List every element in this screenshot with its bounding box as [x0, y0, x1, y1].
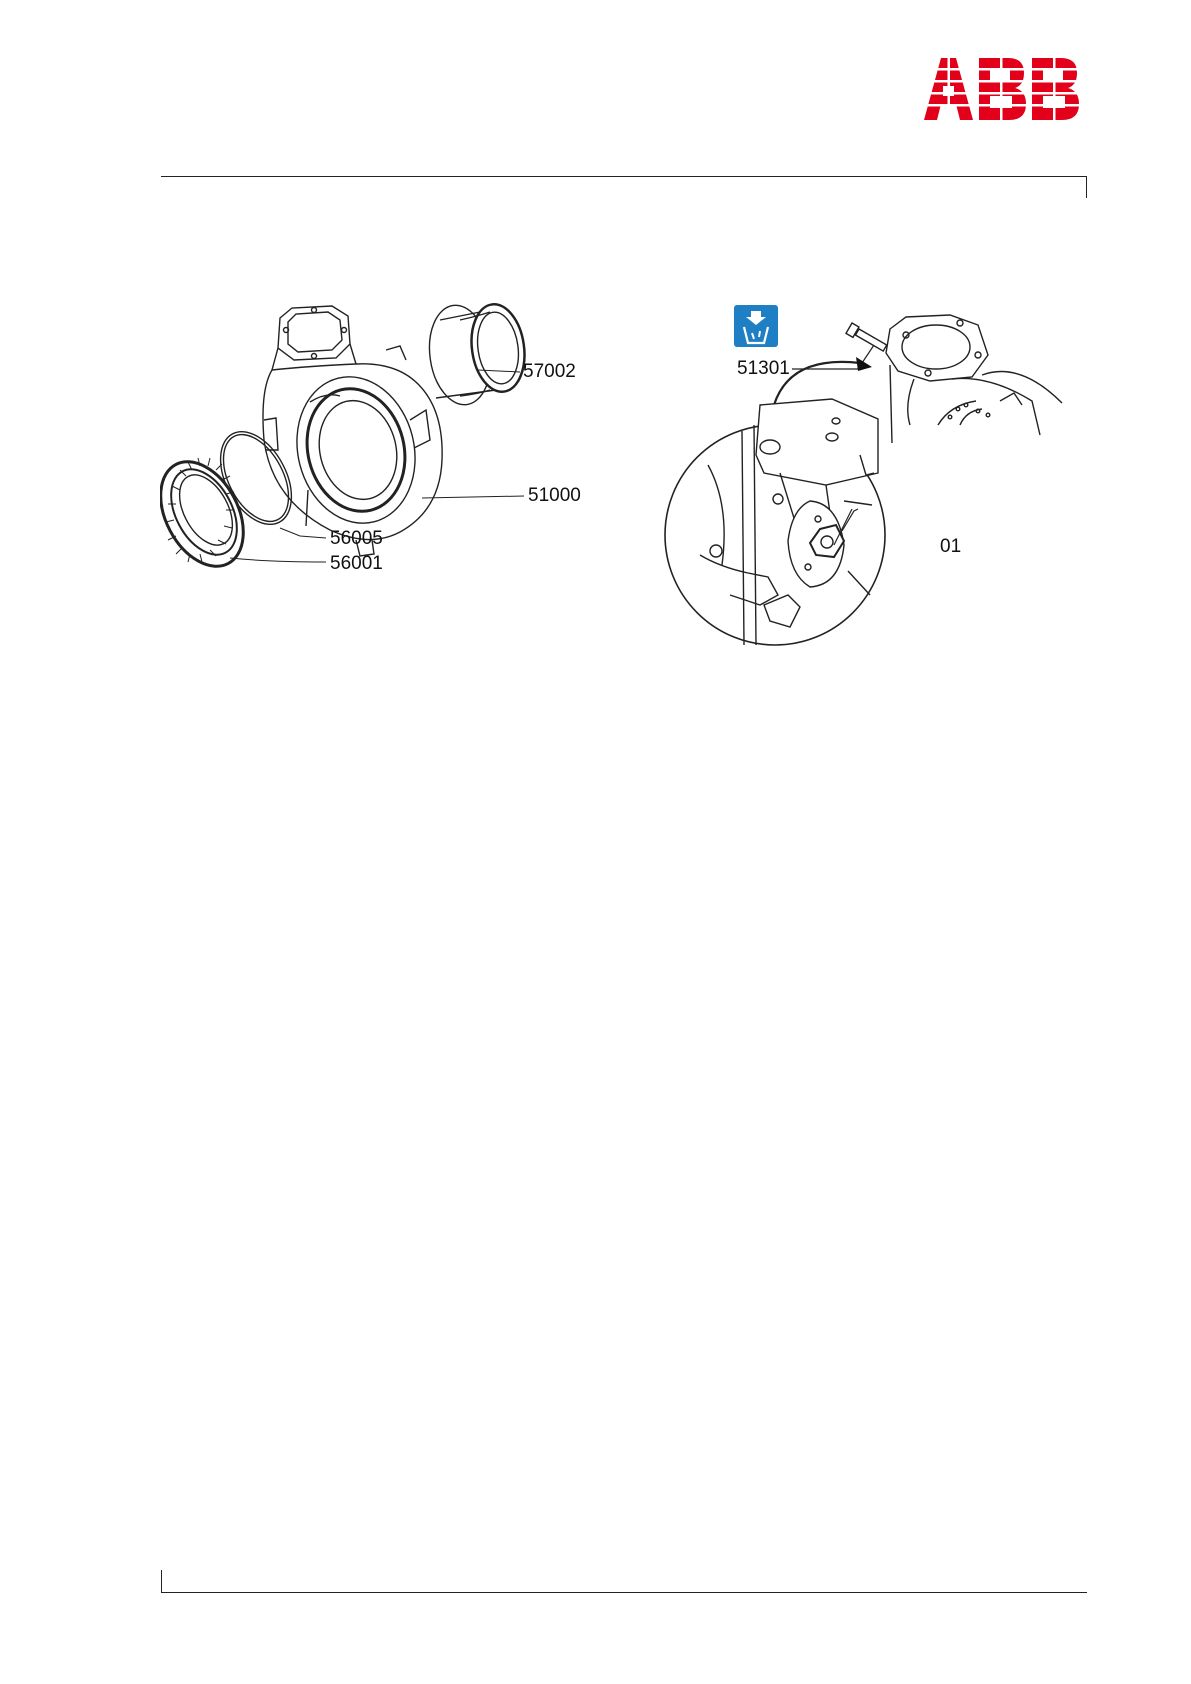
flange-view: [886, 315, 1062, 443]
callout-51000: 51000: [528, 485, 581, 506]
nozzle-ring: [160, 448, 260, 581]
callout-01: 01: [940, 536, 962, 557]
magnified-detail-circle: [665, 399, 885, 645]
disposal-bin-icon: [734, 305, 778, 347]
inlet-casing: [423, 301, 530, 409]
header-rule-tick: [1086, 176, 1087, 198]
callout-57002: 57002: [523, 361, 576, 382]
header-rule: [161, 176, 1087, 177]
abb-logo: [924, 58, 1082, 120]
flange-detail-drawing: [660, 305, 1090, 650]
screw: [846, 323, 887, 351]
footer-rule: [161, 1592, 1087, 1593]
callout-56005: 56005: [330, 528, 383, 549]
callout-56001: 56001: [330, 553, 383, 574]
footer-rule-tick: [161, 1570, 162, 1592]
callout-51301: 51301: [737, 358, 790, 379]
exploded-housing-drawing: [160, 300, 620, 610]
volute-housing: [263, 346, 442, 556]
